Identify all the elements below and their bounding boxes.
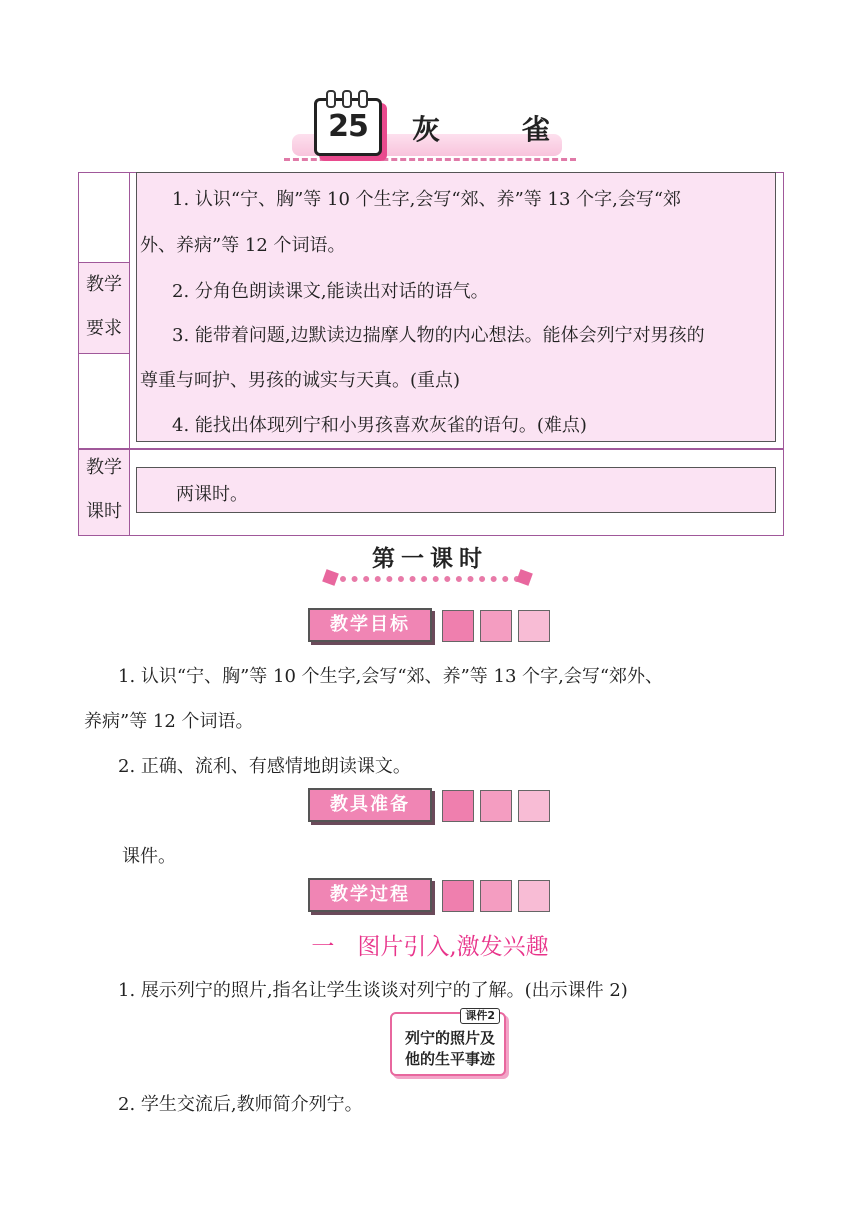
process-step-heading: 一 图片引入,激发兴趣 [311,934,549,960]
calendar-ring-icon [326,90,336,108]
requirement-line: 尊重与呵护、男孩的诚实与天真。(重点) [140,370,461,391]
lesson-title-header [284,86,576,166]
courseware-card [390,1009,506,1076]
lesson-title-square-icon [516,569,533,586]
title-underline [284,158,576,161]
banner-square-icon [480,790,512,822]
courseware-text: 列宁的照片及 他的生平事迹 [404,1029,495,1068]
lesson-title-dots [340,576,520,582]
calendar-ring-icon [342,90,352,108]
banner-square-icon [442,880,474,912]
lesson-number: 25 [328,109,368,144]
banner-square-icon [442,610,474,642]
goal-line: 养病”等 12 个词语。 [84,711,254,732]
title-char-2: 雀 [522,113,551,146]
requirement-line: 1. 认识“宁、胸”等 10 个生字,会写“郊、养”等 13 个字,会写“郊 [172,189,682,210]
process-banner-label: 教学过程 [308,878,432,912]
banner-square-icon [518,880,550,912]
requirement-line: 3. 能带着问题,边默读边揣摩人物的内心想法。能体会列宁对男孩的 [172,325,705,346]
calendar-icon [314,90,382,154]
title-char-1: 灰 [412,113,441,146]
hours-text: 两课时。 [176,484,248,505]
banner-square-icon [518,790,550,822]
banner-square-icon [442,790,474,822]
banner-square-icon [480,610,512,642]
process-step: 1. 展示列宁的照片,指名让学生谈谈对列宁的了解。(出示课件 2) [118,980,628,1001]
goal-line: 1. 认识“宁、胸”等 10 个生字,会写“郊、养”等 13 个字,会写“郊外、 [118,666,664,687]
requirement-line: 外、养病”等 12 个词语。 [140,235,346,256]
lesson-section-title: 第一课时 [372,546,488,572]
table-row-divider [78,448,784,450]
requirement-line: 4. 能找出体现列宁和小男孩喜欢灰雀的语句。(难点) [172,415,587,436]
banner-square-icon [480,880,512,912]
tools-banner-label: 教具准备 [308,788,432,822]
requirements-box [136,172,776,442]
requirements-label: 教学 要求 [86,274,122,339]
goal-line: 2. 正确、流利、有感情地朗读课文。 [118,756,411,777]
banner-square-icon [518,610,550,642]
process-step: 2. 学生交流后,教师简介列宁。 [118,1094,363,1115]
courseware-tag: 课件2 [460,1008,500,1024]
requirement-line: 2. 分角色朗读课文,能读出对话的语气。 [172,281,489,302]
tools-text: 课件。 [122,846,176,867]
goals-banner-label: 教学目标 [308,608,432,642]
calendar-ring-icon [358,90,368,108]
hours-label: 教学 课时 [86,457,122,522]
